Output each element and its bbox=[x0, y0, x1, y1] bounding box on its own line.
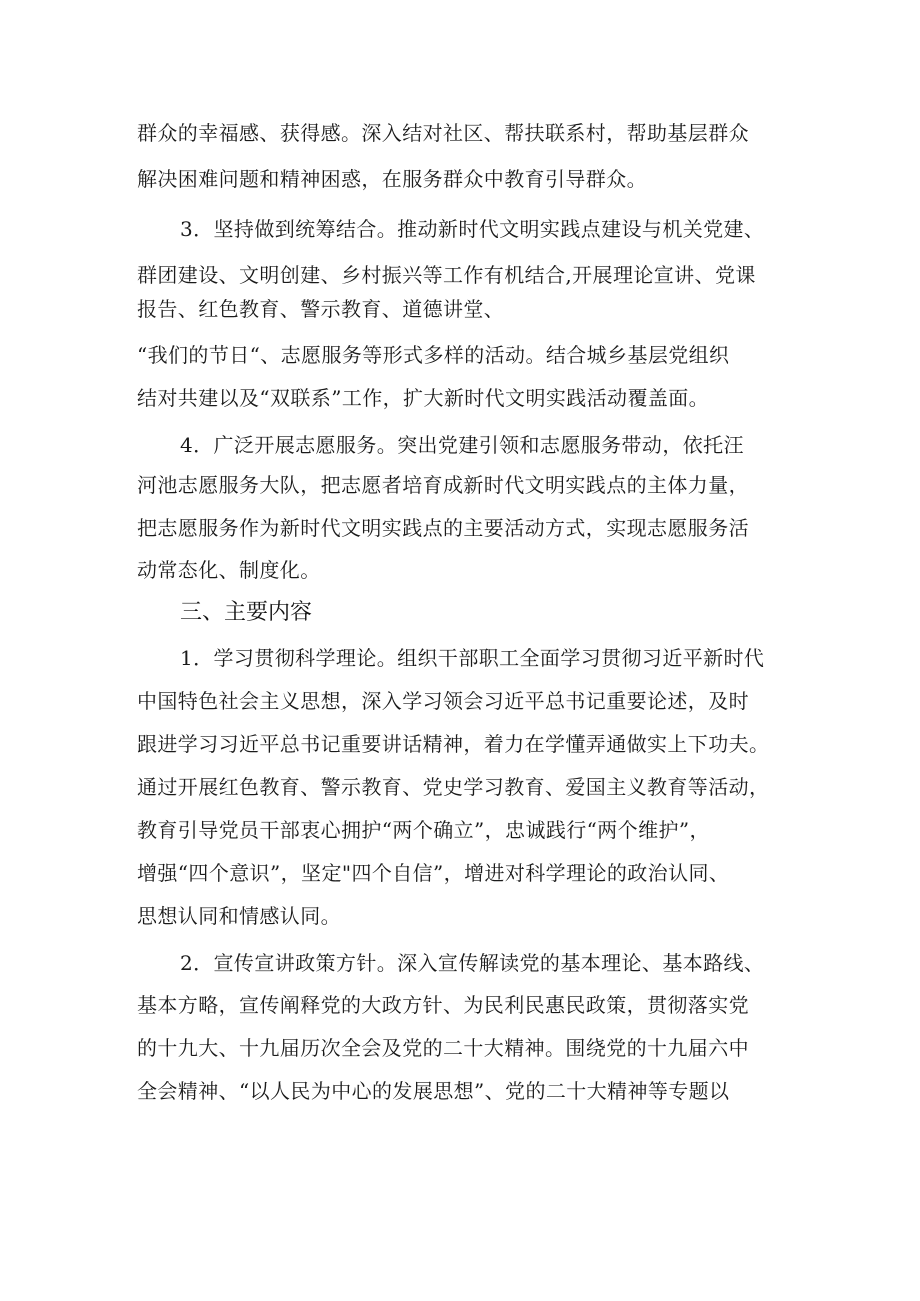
paragraph-line: 解决困难问题和精神困惑，在服务群众中教育引导群众。 bbox=[137, 167, 647, 191]
content-2-line: 的十九大、十九届历次全会及党的二十大精神。围绕党的十九届六中 bbox=[137, 1036, 749, 1060]
content-1-line: 中国特色社会主义思想，深入学习领会习近平总书记重要论述，及时 bbox=[137, 689, 749, 713]
content-1-line: 思想认同和情感认同。 bbox=[137, 904, 341, 928]
item-3-line: 3．坚持做到统筹结合。推动新时代文明实践点建设与机关党建、 bbox=[180, 217, 765, 241]
content-2-line: 基本方略，宣传阐释党的大政方针、为民利民惠民政策，贯彻落实党 bbox=[137, 993, 749, 1017]
content-1-line: 增强“四个意识”，坚定"四个自信”，增进对科学理论的政治认同、 bbox=[137, 861, 730, 885]
item-3-line: “我们的节日“、志愿服务等形式多样的活动。结合城乡基层党组织 bbox=[137, 343, 730, 367]
content-2-line: 2．宣传宣讲政策方针。深入宣传解读党的基本理论、基本路线、 bbox=[180, 951, 765, 975]
content-1-line: 1．学习贯彻科学理论。组织干部职工全面学习贯彻习近平新时代 bbox=[180, 646, 765, 670]
content-1-line: 跟进学习习近平总书记重要讲话精神，着力在学懂弄通做实上下功夫。 bbox=[137, 732, 770, 756]
item-3-line: 报告、红色教育、警示教育、道德讲堂、 bbox=[137, 297, 505, 321]
content-1-line: 教育引导党员干部衷心拥护“两个确立”，忠诚践行“两个维护”， bbox=[137, 818, 710, 842]
item-4-line: 把志愿服务作为新时代文明实践点的主要活动方式，实现志愿服务活 bbox=[137, 516, 749, 540]
item-3-line: 结对共建以及“双联系”工作，扩大新时代文明实践活动覆盖面。 bbox=[137, 386, 710, 410]
section-heading: 三、主要内容 bbox=[180, 600, 313, 625]
content-2-line: 全会精神、“以人民为中心的发展思想”、党的二十大精神等专题以 bbox=[137, 1079, 730, 1103]
item-4-line: 河池志愿服务大队，把志愿者培育成新时代文明实践点的主体力量， bbox=[137, 473, 749, 497]
item-4-line: 动常态化、制度化。 bbox=[137, 558, 321, 582]
paragraph-line: 群众的幸福感、获得感。深入结对社区、帮扶联系村，帮助基层群众 bbox=[137, 121, 749, 145]
item-4-line: 4．广泛开展志愿服务。突出党建引领和志愿服务带动，依托汪 bbox=[180, 433, 744, 457]
item-3-line: 群团建设、文明创建、乡村振兴等工作有机结合,开展理论宣讲、党课 bbox=[137, 263, 756, 287]
content-1-line: 通过开展红色教育、警示教育、党史学习教育、爱国主义教育等活动， bbox=[137, 775, 770, 799]
